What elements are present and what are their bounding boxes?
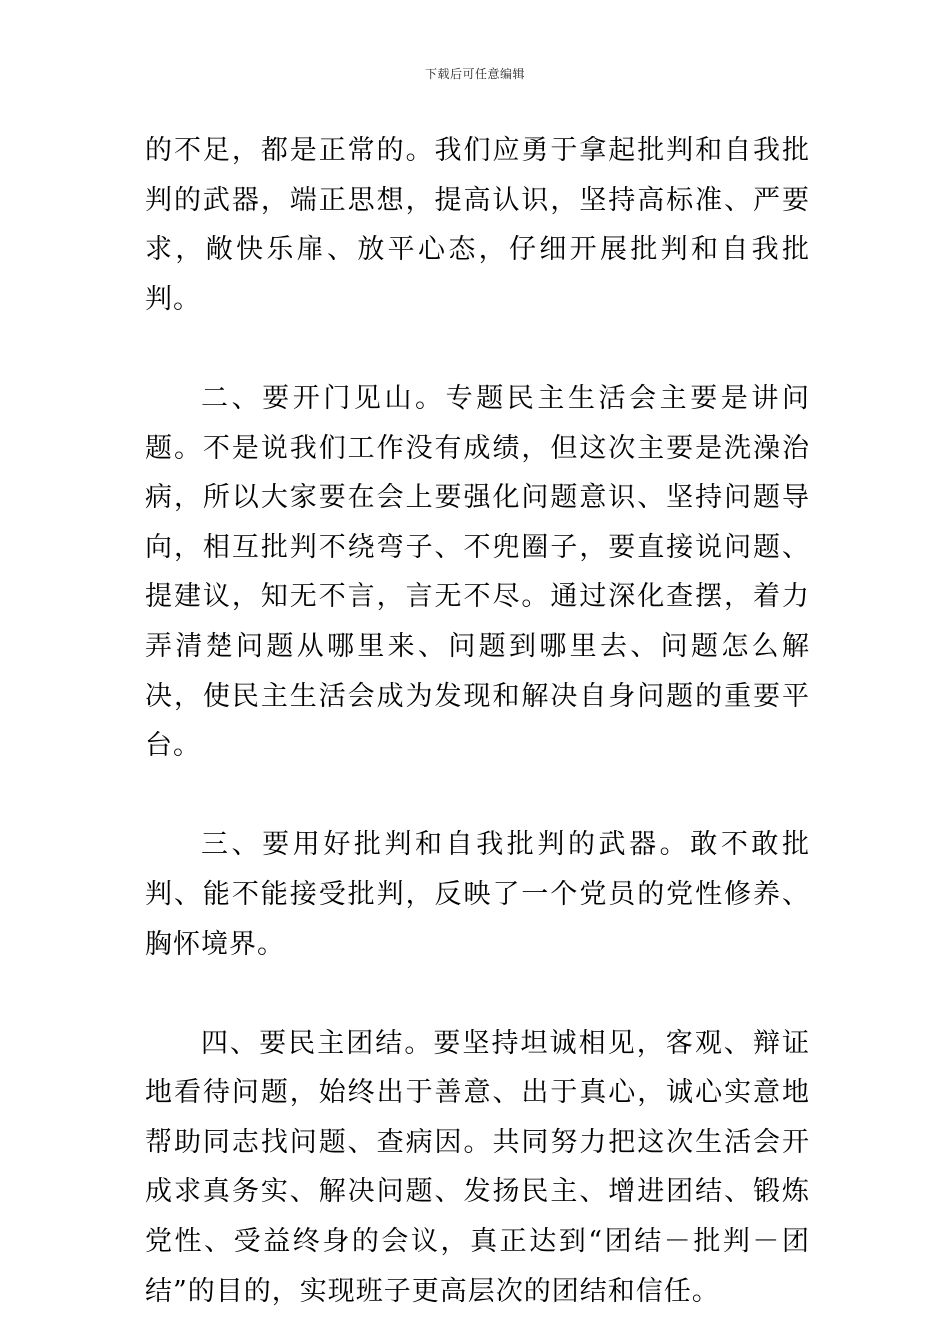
- paragraph-section-3: 三、要用好批判和自我批判的武器。敢不敢批判、能不能接受批判，反映了一个党员的党性修养、胸怀境界。: [145, 829, 810, 960]
- paragraph-section-4: 四、要民主团结。要坚持坦诚相见，客观、辩证地看待问题，始终出于善意、出于真心，诚心实意地帮助同志找问题、查病因。共同努力把这次生活会开成求真务实、解决问题、发扬民主、增进团结、锻炼党性、受益终身的会议，真正达到“团结－批判－团结”的目的，实现班子更高层次的团结和信任。: [145, 1027, 810, 1307]
- page-header: 下载后可任意编辑: [424, 67, 525, 81]
- document-body: [145, 126, 810, 1316]
- paragraph-gap: [145, 969, 810, 1019]
- paragraph-continuation: 的不足，都是正常的。我们应勇于拿起批判和自我批判的武器，端正思想，提高认识，坚持高标准、严要求，敞快乐扉、放平心态，仔细开展批判和自我批判。: [145, 135, 810, 315]
- paragraph-section-2: 二、要开门见山。专题民主生活会主要是讲问题。不是说我们工作没有成绩，但这次主要是洗澡治病，所以大家要在会上要强化问题意识、坚持问题导向，相互批判不绕弯子、不兜圈子，要直接说问题、提建议，知无不言，言无不尽。通过深化查摆，着力弄清楚问题从哪里来、问题到哪里去、问题怎么解决，使民主生活会成为发现和解决自身问题的重要平台。: [145, 382, 810, 762]
- paragraph-gap: [145, 324, 810, 374]
- paragraph-gap: [145, 771, 810, 821]
